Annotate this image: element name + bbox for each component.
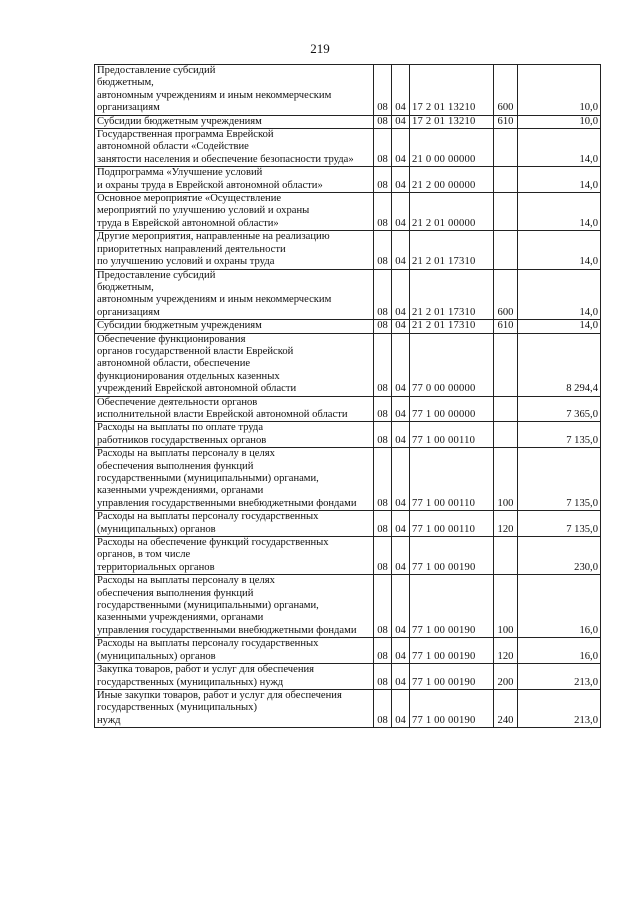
row-amount: 7 365,0 [518,396,601,422]
row-amount: 16,0 [518,638,601,664]
row-name: Основное мероприятие «Осуществление мероприятий по улучшению условий и охраны труда в Еврейской автономной области» [95,193,374,231]
row-expense-type [494,333,518,396]
row-name: Расходы на выплаты персоналу в целях обеспечения выполнения функций государственными (муниципальными) органами, казенными учреждениями, органами управления государственными внебюджетными фондами [95,448,374,511]
row-section-code: 08 [374,333,392,396]
row-target-article: 77 1 00 00110 [410,422,494,448]
row-amount: 230,0 [518,537,601,575]
table-row [95,65,601,116]
table-row [95,333,601,396]
row-section-code: 08 [374,537,392,575]
table-row [95,664,601,690]
table-row [95,129,601,167]
row-target-article: 77 0 00 00000 [410,333,494,396]
row-section-code: 08 [374,269,392,320]
row-amount: 7 135,0 [518,511,601,537]
row-subsection-code: 04 [392,689,410,727]
row-expense-type: 100 [494,575,518,638]
row-section-code: 08 [374,167,392,193]
row-subsection-code: 04 [392,537,410,575]
row-amount: 14,0 [518,231,601,269]
table-row [95,115,601,128]
row-section-code: 08 [374,320,392,333]
row-subsection-code: 04 [392,422,410,448]
row-subsection-code: 04 [392,193,410,231]
row-section-code: 08 [374,115,392,128]
row-target-article: 77 1 00 00190 [410,689,494,727]
row-target-article: 21 2 01 17310 [410,269,494,320]
row-section-code: 08 [374,664,392,690]
row-section-code: 08 [374,638,392,664]
row-expense-type: 200 [494,664,518,690]
row-target-article: 21 2 00 00000 [410,167,494,193]
row-subsection-code: 04 [392,129,410,167]
table-row [95,167,601,193]
row-target-article: 77 1 00 00190 [410,664,494,690]
row-amount: 213,0 [518,689,601,727]
row-subsection-code: 04 [392,115,410,128]
budget-table-body [95,65,601,728]
row-amount: 14,0 [518,269,601,320]
row-expense-type [494,231,518,269]
table-row [95,689,601,727]
row-section-code: 08 [374,129,392,167]
row-section-code: 08 [374,65,392,116]
row-amount: 7 135,0 [518,448,601,511]
row-section-code: 08 [374,193,392,231]
table-row [95,638,601,664]
row-subsection-code: 04 [392,638,410,664]
row-target-article: 77 1 00 00000 [410,396,494,422]
row-section-code: 08 [374,448,392,511]
row-subsection-code: 04 [392,664,410,690]
row-name: Обеспечение деятельности органов исполнительной власти Еврейской автономной области [95,396,374,422]
row-target-article: 21 2 01 17310 [410,231,494,269]
row-expense-type: 240 [494,689,518,727]
row-subsection-code: 04 [392,333,410,396]
row-target-article: 21 2 01 00000 [410,193,494,231]
row-amount: 213,0 [518,664,601,690]
row-name: Расходы на выплаты по оплате труда работников государственных органов [95,422,374,448]
table-row [95,511,601,537]
row-target-article: 21 2 01 17310 [410,320,494,333]
row-subsection-code: 04 [392,511,410,537]
row-target-article: 77 1 00 00110 [410,511,494,537]
row-expense-type: 610 [494,320,518,333]
row-subsection-code: 04 [392,65,410,116]
row-subsection-code: 04 [392,231,410,269]
row-name: Предоставление субсидий бюджетным, автономным учреждениям и иным некоммерческим организациям [95,269,374,320]
row-section-code: 08 [374,231,392,269]
row-target-article: 17 2 01 13210 [410,115,494,128]
page-number: 219 [310,41,330,56]
row-amount: 10,0 [518,115,601,128]
row-amount: 14,0 [518,167,601,193]
row-subsection-code: 04 [392,575,410,638]
row-section-code: 08 [374,689,392,727]
row-section-code: 08 [374,396,392,422]
row-subsection-code: 04 [392,320,410,333]
row-target-article: 21 0 00 00000 [410,129,494,167]
row-expense-type: 600 [494,65,518,116]
table-row [95,320,601,333]
row-name: Расходы на выплаты персоналу в целях обеспечения выполнения функций государственными (муниципальными) органами, казенными учреждениями, органами управления государственными внебюджетными фондами [95,575,374,638]
row-expense-type: 120 [494,511,518,537]
budget-table [94,64,601,728]
row-expense-type: 120 [494,638,518,664]
row-expense-type [494,193,518,231]
row-subsection-code: 04 [392,167,410,193]
row-target-article: 77 1 00 00190 [410,638,494,664]
row-amount: 16,0 [518,575,601,638]
row-name: Закупка товаров, работ и услуг для обеспечения государственных (муниципальных) нужд [95,664,374,690]
row-name: Субсидии бюджетным учреждениям [95,115,374,128]
row-target-article: 77 1 00 00110 [410,448,494,511]
row-section-code: 08 [374,422,392,448]
table-row [95,396,601,422]
row-section-code: 08 [374,511,392,537]
row-expense-type [494,167,518,193]
row-subsection-code: 04 [392,448,410,511]
row-name: Обеспечение функционирования органов государственной власти Еврейской автономной области, обеспечение функционирования отдельных казенных учреждений Еврейской автономной области [95,333,374,396]
table-row [95,231,601,269]
row-subsection-code: 04 [392,396,410,422]
table-row [95,193,601,231]
row-target-article: 17 2 01 13210 [410,65,494,116]
row-section-code: 08 [374,575,392,638]
row-expense-type: 600 [494,269,518,320]
row-subsection-code: 04 [392,269,410,320]
row-target-article: 77 1 00 00190 [410,575,494,638]
row-target-article: 77 1 00 00190 [410,537,494,575]
row-amount: 8 294,4 [518,333,601,396]
row-expense-type [494,396,518,422]
row-name: Субсидии бюджетным учреждениям [95,320,374,333]
table-row [95,422,601,448]
row-expense-type [494,129,518,167]
table-row [95,575,601,638]
row-name: Подпрограмма «Улучшение условий и охраны труда в Еврейской автономной области» [95,167,374,193]
row-name: Расходы на выплаты персоналу государственных (муниципальных) органов [95,511,374,537]
row-name: Другие мероприятия, направленные на реализацию приоритетных направлений деятельности по улучшению условий и охраны труда [95,231,374,269]
row-amount: 14,0 [518,320,601,333]
row-name: Расходы на обеспечение функций государственных органов, в том числе территориальных органов [95,537,374,575]
row-amount: 14,0 [518,193,601,231]
row-amount: 10,0 [518,65,601,116]
row-expense-type [494,422,518,448]
row-expense-type: 610 [494,115,518,128]
row-name: Расходы на выплаты персоналу государственных (муниципальных) органов [95,638,374,664]
table-row [95,537,601,575]
row-name: Иные закупки товаров, работ и услуг для обеспечения государственных (муниципальных) нужд [95,689,374,727]
row-expense-type [494,537,518,575]
row-name: Предоставление субсидий бюджетным, автономным учреждениям и иным некоммерческим организациям [95,65,374,116]
row-name: Государственная программа Еврейской автономной области «Содействие занятости населения и обеспечение безопасности труда» [95,129,374,167]
table-row [95,269,601,320]
table-row [95,448,601,511]
row-amount: 7 135,0 [518,422,601,448]
row-expense-type: 100 [494,448,518,511]
row-amount: 14,0 [518,129,601,167]
